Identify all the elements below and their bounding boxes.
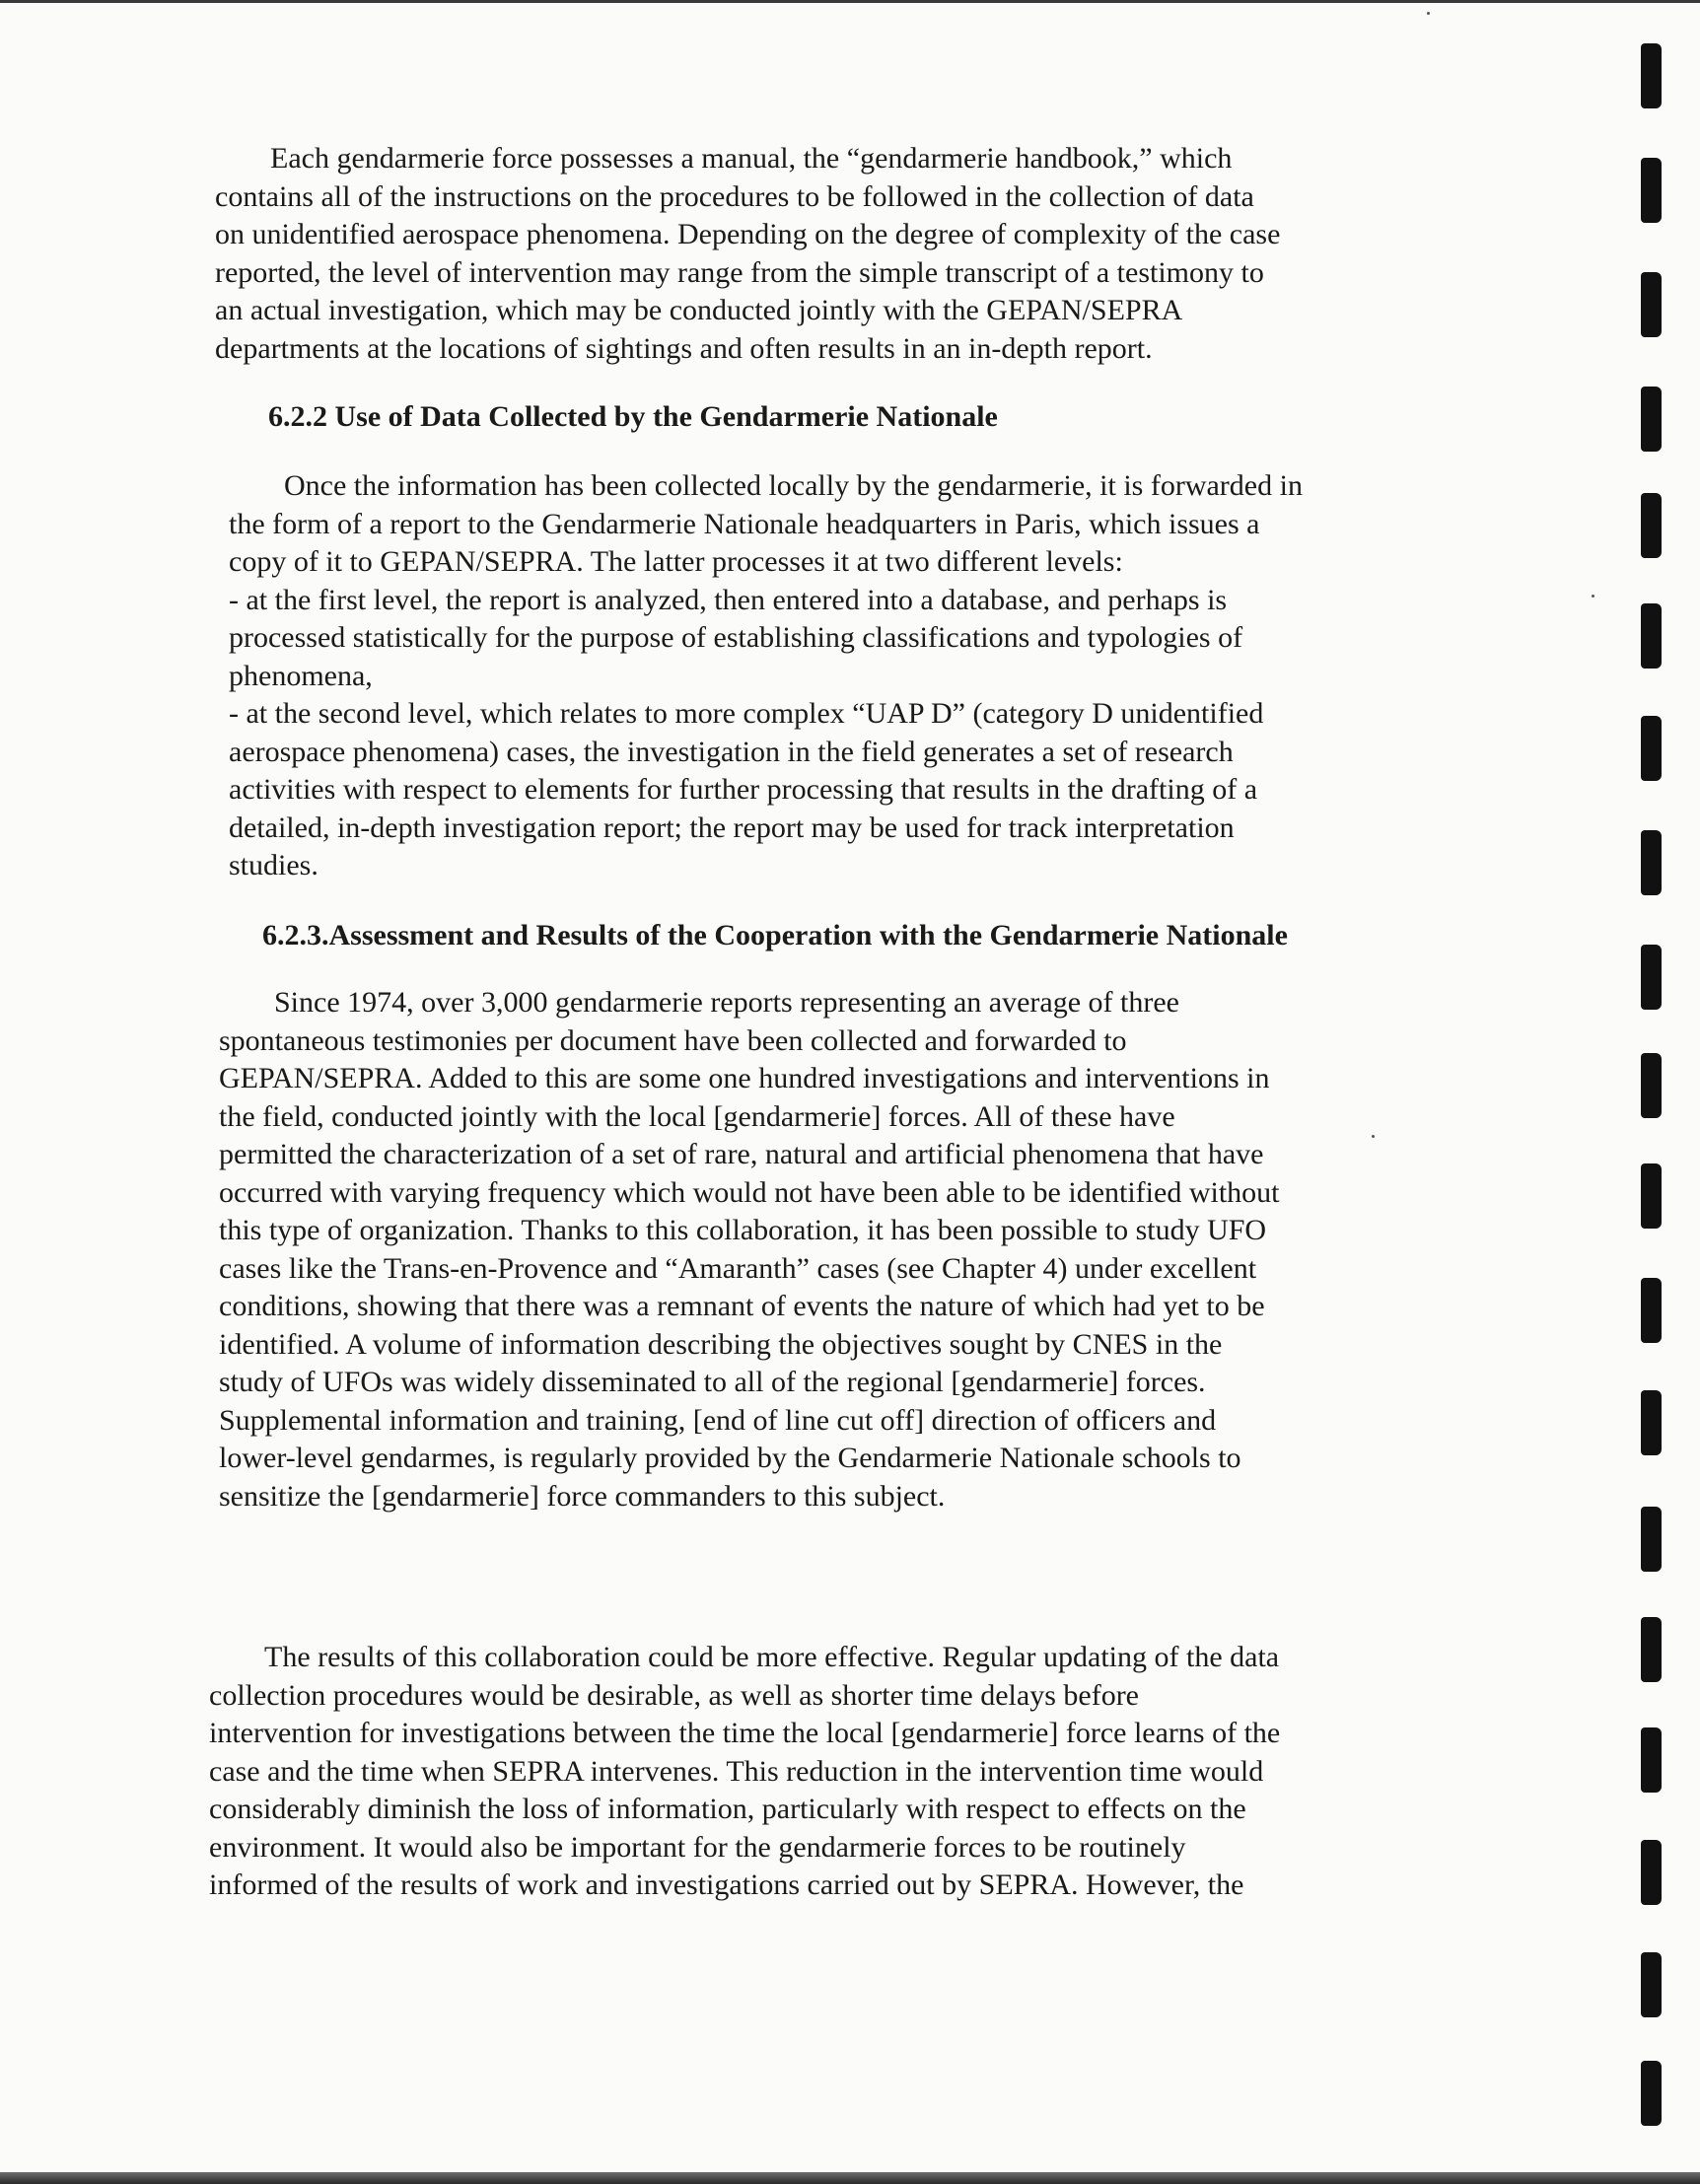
scan-top-edge (0, 0, 1700, 3)
binding-mark (1641, 1507, 1662, 1572)
binding-mark (1641, 1952, 1662, 2017)
binding-holes (1641, 0, 1670, 2184)
binding-mark (1641, 158, 1662, 223)
scan-speck (1372, 1135, 1375, 1138)
binding-mark (1641, 272, 1662, 337)
binding-mark (1641, 603, 1662, 669)
scan-bottom-edge (0, 2172, 1700, 2184)
paragraph-data-use: Once the information has been collected locally by the gendarmerie, it is forwarded in the form of a report to the Gendarmerie Nationale headquarters in Paris, which issues a copy of it to GEPAN/SEPRA. The latter processes it at two different levels: - at the first level, the report is analyzed, then entered into a database, and perhaps is processed statistically for the purpose of establishing classifications and typologies of phenomena, - at the second level, which relates to more complex “UAP D” (category D unidentified aerospace phenomena) cases, the investigation in the field generates a set of research activities with respect to elements for further processing that results in the drafting of a detailed, in-depth investigation report; the report may be used for track interpretation studies. (229, 469, 1303, 881)
paragraph-assessment: Since 1974, over 3,000 gendarmerie reports representing an average of three spontaneous testimonies per document have been collected and forwarded to GEPAN/SEPRA. Added to this are some one hundred investigations and interventions in the field, conducted jointly with the local [gendarmerie] forces. All of these have permitted the characterization of a set of rare, natural and artificial phenomena that have occurred with varying frequency which would not have been able to be identified without this type of organization. Thanks to this collaboration, it has been possible to study UFO cases like the Trans-en-Provence and “Amaranth” cases (see Chapter 4) under excellent conditions, showing that there was a remnant of events the nature of which had yet to be identified. A volume of information describing the objectives sought by CNES in the study of UFOs was widely disseminated to all of the regional [gendarmerie] forces. Supplemental information and training, [end of line cut off] direction of officers and lower-level gendarmes, is regularly provided by the Gendarmerie Nationale schools to sensitize the [gendarmerie] force commanders to this subject. (219, 986, 1280, 1513)
binding-mark (1641, 2061, 1662, 2126)
binding-mark (1641, 1840, 1662, 1905)
binding-mark (1641, 945, 1662, 1010)
binding-mark (1641, 1163, 1662, 1229)
binding-mark (1641, 1278, 1662, 1343)
binding-mark (1641, 493, 1662, 558)
scan-speck (1592, 595, 1594, 598)
scan-speck (1427, 12, 1430, 15)
binding-mark (1641, 387, 1662, 452)
paragraph-handbook: Each gendarmerie force possesses a manual, the “gendarmerie handbook,” which contains all of the instructions on the procedures to be followed in the collection of data on unidentified aerospace phenomena. Depending on the degree of complexity of the case reported, the level of intervention may range from the simple transcript of a testimony to an actual investigation, which may be conducted jointly with the GEPAN/SEPRA departments at the locations of sightings and often results in an in-depth report. (215, 142, 1281, 365)
binding-mark (1641, 1390, 1662, 1455)
paragraph-results: The results of this collaboration could be more effective. Regular updating of the data collection procedures would be desirable, as well as shorter time delays before intervention for investigations between the time the local [gendarmerie] force learns of the case and the time when SEPRA intervenes. This reduction in the intervention time would considerably diminish the loss of information, particularly with respect to effects on the environment. It would also be important for the gendarmerie forces to be routinely informed of the results of work and investigations carried out by SEPRA. However, the (209, 1641, 1281, 1901)
section-heading-6-2-2: 6.2.2 Use of Data Collected by the Gendarmerie Nationale (268, 400, 998, 433)
binding-mark (1641, 1617, 1662, 1682)
binding-mark (1641, 1727, 1662, 1793)
binding-mark (1641, 1053, 1662, 1118)
binding-mark (1641, 830, 1662, 895)
binding-mark (1641, 43, 1662, 108)
binding-mark (1641, 716, 1662, 781)
section-heading-6-2-3: 6.2.3.Assessment and Results of the Cooperation with the Gendarmerie Nationale (262, 919, 1288, 951)
